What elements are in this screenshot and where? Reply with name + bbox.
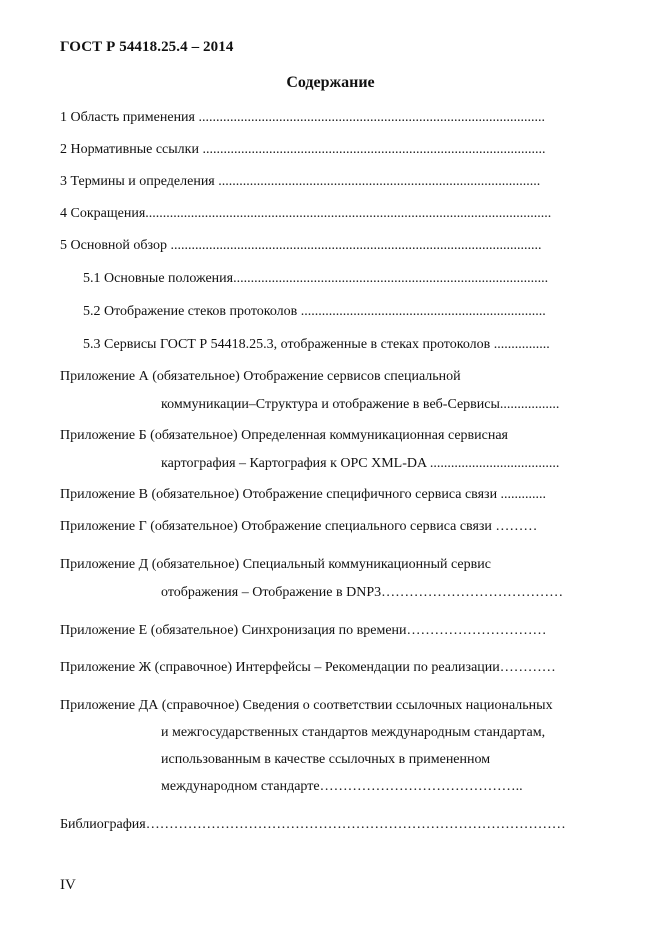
toc-item-3[interactable]: 3 Термины и определения ............................................................................................ — [60, 174, 541, 189]
toc-appendix-v[interactable]: Приложение В (обязательное) Отображение специфичного сервиса связи ............. — [60, 487, 547, 502]
toc-appendix-b-line1[interactable]: Приложение Б (обязательное) Определенная коммуникационная сервисная — [60, 428, 508, 443]
page-number: IV — [60, 877, 76, 893]
toc-appendix-a-line2[interactable]: коммуникации–Структура и отображение в веб-Сервисы................. — [161, 397, 560, 412]
toc-item-5-2[interactable]: 5.2 Отображение стеков протоколов ...................................................................... — [83, 304, 546, 319]
toc-item-5[interactable]: 5 Основной обзор .......................................................................................................... — [60, 238, 542, 253]
toc-appendix-b-line2[interactable]: картография – Картография к OPC XML-DA ..................................... — [161, 456, 560, 471]
document-id-header: ГОСТ Р 54418.25.4 – 2014 — [60, 39, 234, 55]
toc-appendix-da-line3: использованным в качестве ссылочных в примененном — [161, 752, 491, 767]
toc-appendix-e[interactable]: Приложение Е (обязательное) Синхронизация по времени………………………… — [60, 623, 547, 638]
toc-item-5-1[interactable]: 5.1 Основные положения.......................................................................................... — [83, 271, 549, 286]
toc-appendix-g[interactable]: Приложение Г (обязательное) Отображение специального сервиса связи ……… — [60, 519, 538, 534]
toc-appendix-da-line1[interactable]: Приложение ДА (справочное) Сведения о соответствии ссылочных национальных — [60, 698, 553, 713]
toc-item-5-3[interactable]: 5.3 Сервисы ГОСТ Р 54418.25.3, отображенные в стеках протоколов ................ — [83, 337, 550, 352]
toc-bibliography[interactable]: Библиография……………………………………………………………………………… — [60, 817, 566, 832]
toc-item-4[interactable]: 4 Сокращения.................................................................................................................... — [60, 206, 552, 221]
toc-appendix-d-line1[interactable]: Приложение Д (обязательное) Специальный коммуникационный сервис — [60, 557, 491, 572]
toc-appendix-a-line1[interactable]: Приложение А (обязательное) Отображение сервисов специальной — [60, 369, 461, 384]
page-title: Содержание — [286, 74, 375, 91]
toc-appendix-zh[interactable]: Приложение Ж (справочное) Интерфейсы – Рекомендации по реализации………… — [60, 660, 556, 675]
toc-appendix-da-line2: и межгосударственных стандартов международным стандартам, — [161, 725, 546, 740]
toc-item-2[interactable]: 2 Нормативные ссылки .................................................................................................. — [60, 142, 546, 157]
toc-appendix-d-line2[interactable]: отображения – Отображение в DNP3………………………………… — [161, 585, 564, 600]
toc-item-1[interactable]: 1 Область применения ................................................................................................... — [60, 110, 545, 125]
toc-appendix-da-line4[interactable]: международном стандарте…………………………………….. — [161, 779, 523, 794]
